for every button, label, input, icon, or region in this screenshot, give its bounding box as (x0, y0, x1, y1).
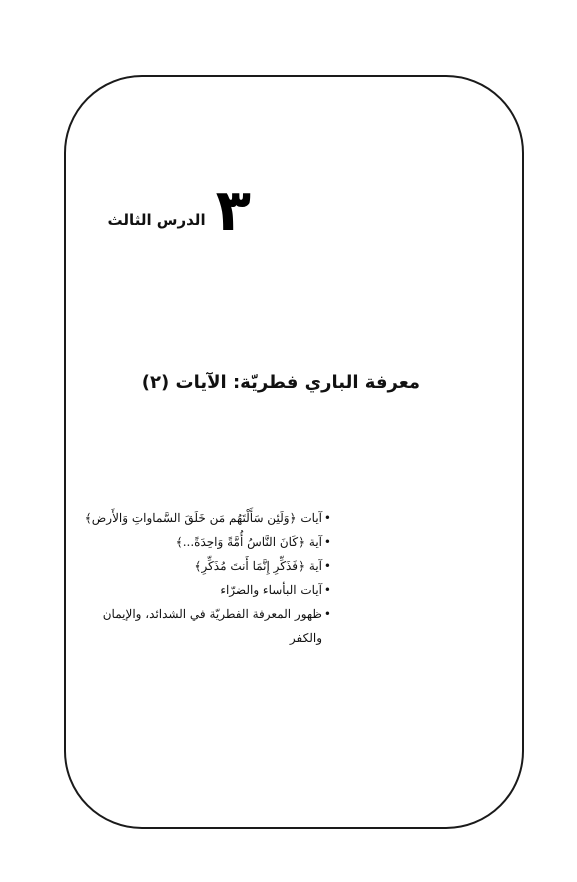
topics-list (69, 506, 329, 650)
lesson-number: ٣ (215, 176, 251, 244)
lesson-header (107, 176, 251, 244)
topic-item: • آيات البأساء والضرّاء (69, 578, 329, 602)
topic-item: • آية ﴿كَانَ النَّاسُ أُمَّةً وَاحِدَةً...﴾ (69, 530, 329, 554)
topic-item: • ظهور المعرفة الفطريّة في الشدائد، والإيمان والكفر (69, 602, 329, 650)
topic-item: • آية ﴿فَذَكِّرِ إِنَّمَا أَنتَ مُذَكِّرِ﴾ (69, 554, 329, 578)
lesson-label: الدرس الثالث (107, 211, 206, 229)
topic-item: • آيات ﴿وَلَئِن سَأَلْتَهُم مَن خَلَقَ السَّماواتِ وَالأَرض﴾ (69, 506, 329, 530)
lesson-title: معرفة الباري فطريّة: الآيات (٢) (141, 372, 420, 393)
